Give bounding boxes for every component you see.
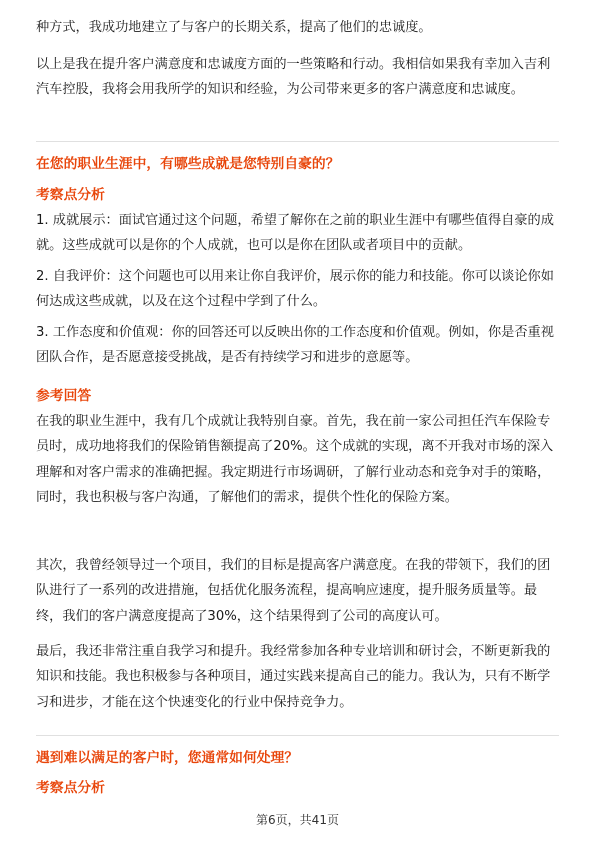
question-heading: 在您的职业生涯中，有哪些成就是您特别自豪的？ [36, 156, 340, 172]
answer-paragraph-2: 其次，我曾经领导过一个项目，我们的目标是提高客户满意度。在我的带领下，我们的团队进行了一系列的改进措施，包括优化服务流程，提高响应速度，提升服务质量等。最终，我们的客户满意度提高了30%，这个结果得到了公司的高度认可。 [36, 558, 551, 624]
intro-paragraph-2: 以上是我在提升客户满意度和忠诚度方面的一些策略和行动。我相信如果我有幸加入吉利汽车控股，我将会用我所学的知识和经验，为公司带来更多的客户满意度和忠诚度。 [36, 57, 551, 98]
analysis-point-2: 2. 自我评价：这个问题也可以用来让你自我评价，展示你的能力和技能。你可以谈论你如何达成这些成就，以及在这个过程中学到了什么。 [36, 269, 554, 310]
analysis-heading: 考察点分析 [36, 187, 105, 203]
intro-paragraph-1: 种方式，我成功地建立了与客户的长期关系，提高了他们的忠诚度。 [36, 20, 432, 35]
page-number: 第6页，共41页 [256, 813, 339, 827]
answer-heading: 参考回答 [36, 388, 92, 404]
section-divider [36, 735, 559, 736]
section-divider [36, 141, 559, 142]
analysis-point-3: 3. 工作态度和价值观：你的回答还可以反映出你的工作态度和价值观。例如，你是否重视团队合作，是否愿意接受挑战，是否有持续学习和进步的意愿等。 [36, 325, 554, 366]
answer-paragraph-3: 最后，我还非常注重自我学习和提升。我经常参加各种专业培训和研讨会，不断更新我的知识和技能。我也积极参与各种项目，通过实践来提高自己的能力。我认为，只有不断学习和进步，才能在这个快速变化的行业中保持竞争力。 [36, 644, 551, 710]
answer-paragraph-1: 在我的职业生涯中，我有几个成就让我特别自豪。首先，我在前一家公司担任汽车保险专员时，成功地将我们的保险销售额提高了20%。这个成就的实现，离不开我对市场的深入理解和对客户需求的准确把握。我定期进行市场调研，了解行业动态和竞争对手的策略，同时，我也积极与客户沟通，了解他们的需求，提供个性化的保险方案。 [36, 414, 554, 506]
analysis-point-1: 1. 成就展示：面试官通过这个问题，希望了解你在之前的职业生涯中有哪些值得自豪的成就。这些成就可以是你的个人成就，也可以是你在团队或者项目中的贡献。 [36, 213, 554, 254]
analysis-heading: 考察点分析 [36, 780, 105, 796]
question-heading: 遇到难以满足的客户时，您通常如何处理？ [36, 750, 299, 766]
